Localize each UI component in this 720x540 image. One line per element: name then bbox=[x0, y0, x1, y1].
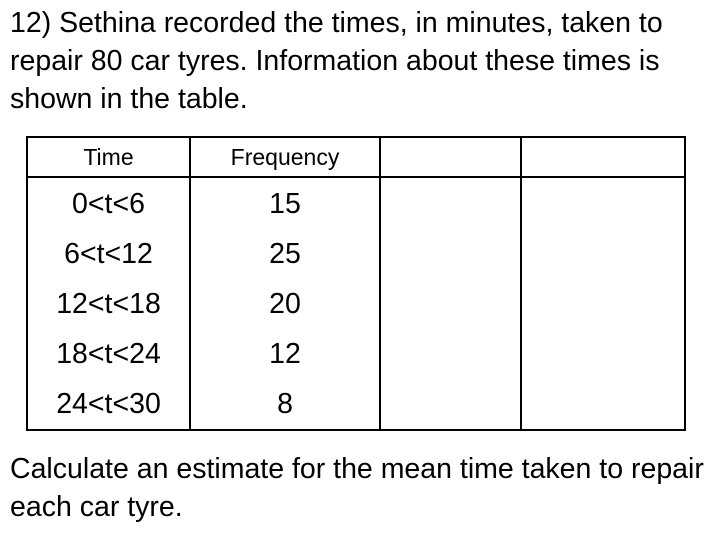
blank-column-1 bbox=[380, 177, 521, 430]
table-header-row bbox=[27, 137, 685, 177]
time-cell: 18<t<24 bbox=[56, 338, 161, 370]
prompt-text: Calculate an estimate for the mean time taken to repair each car tyre. bbox=[10, 453, 704, 523]
time-cell: 0<t<6 bbox=[72, 188, 145, 220]
frequency-cell: 8 bbox=[277, 388, 293, 420]
time-cell: 24<t<30 bbox=[56, 388, 161, 420]
frequency-cell: 15 bbox=[269, 188, 301, 220]
frequency-table bbox=[26, 136, 686, 431]
header-frequency: Frequency bbox=[190, 137, 380, 177]
time-column bbox=[27, 177, 190, 430]
frequency-column bbox=[190, 177, 380, 430]
frequency-cell: 25 bbox=[269, 238, 301, 270]
frequency-cell: 20 bbox=[269, 288, 301, 320]
question-text: 12) Sethina recorded the times, in minutes, taken to repair 80 car tyres. Information about these times is shown in the table. bbox=[10, 7, 663, 115]
frequency-cell: 12 bbox=[269, 338, 301, 370]
header-time: Time bbox=[27, 137, 190, 177]
table-body-row bbox=[27, 177, 685, 430]
blank-column-2 bbox=[521, 177, 685, 430]
header-blank-2 bbox=[521, 137, 685, 177]
time-cell: 6<t<12 bbox=[64, 238, 153, 270]
header-blank-1 bbox=[380, 137, 521, 177]
time-cell: 12<t<18 bbox=[56, 288, 161, 320]
